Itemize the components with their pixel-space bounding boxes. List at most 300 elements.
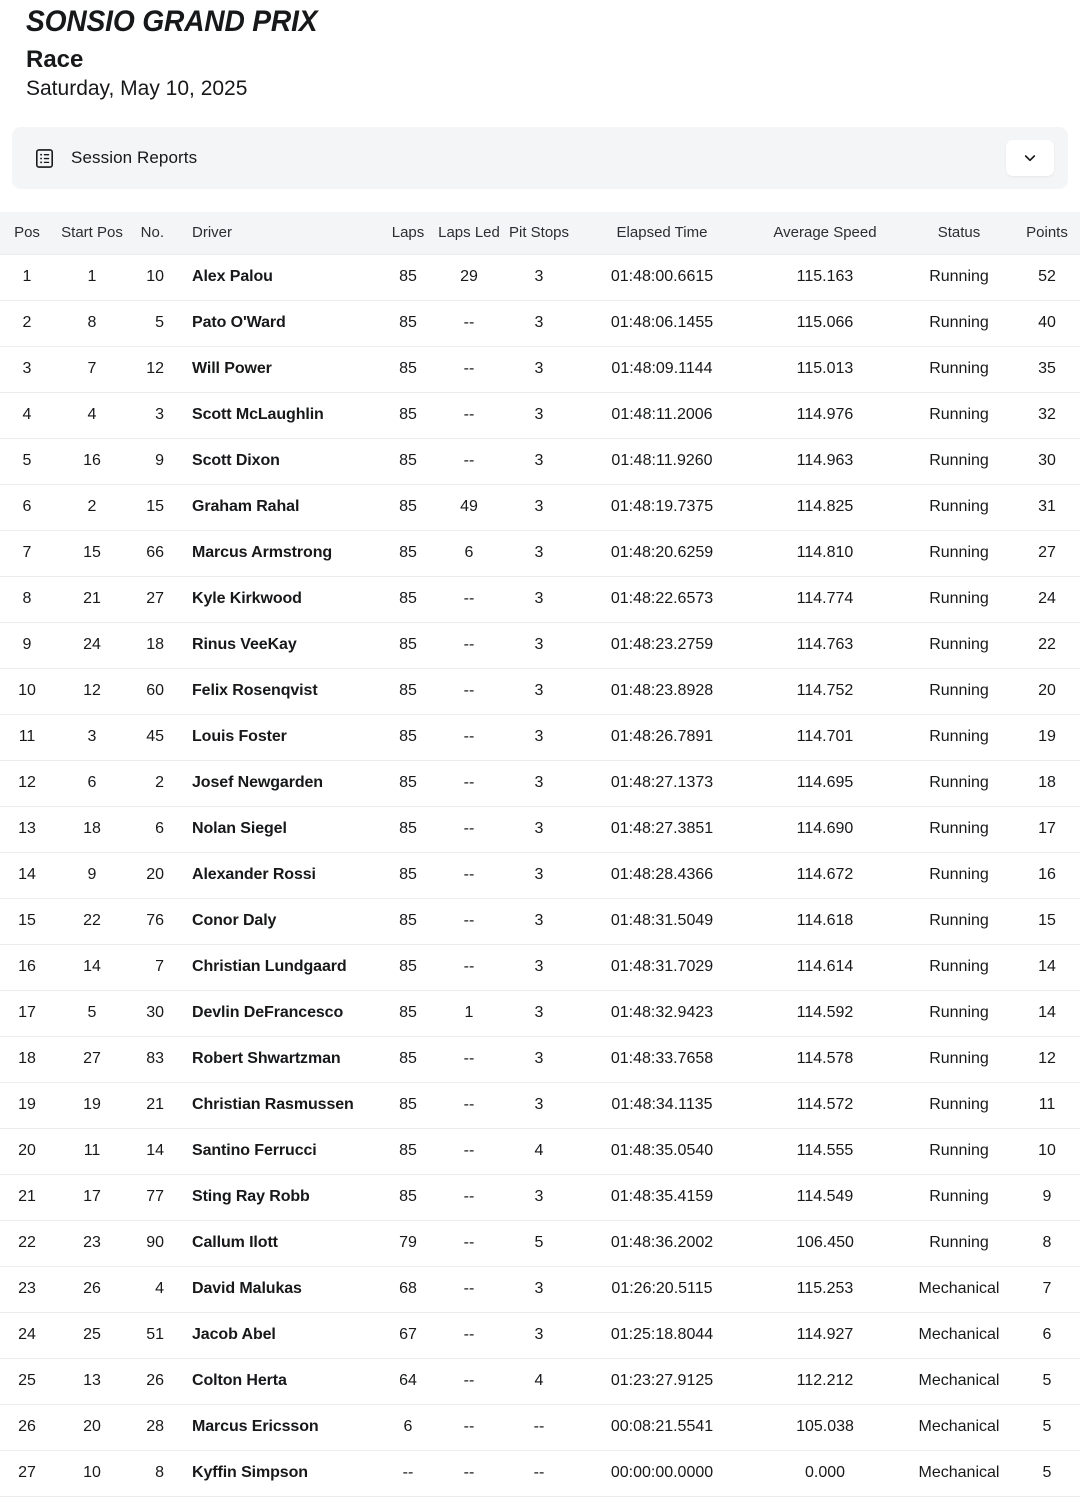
cell-car-number: 28 xyxy=(146,1418,164,1436)
cell-status: Running xyxy=(929,360,989,378)
cell-laps-led: -- xyxy=(463,1188,475,1206)
cell-average-speed: 114.578 xyxy=(796,1050,854,1068)
chevron-down-icon xyxy=(1022,150,1038,166)
cell-pos: 15 xyxy=(18,912,36,930)
cell-laps: 67 xyxy=(399,1326,417,1344)
table-row[interactable] xyxy=(0,300,1080,346)
session-date: Saturday, May 10, 2025 xyxy=(26,76,248,100)
cell-pit-stops: 3 xyxy=(534,452,544,470)
cell-driver: Nolan Siegel xyxy=(192,820,287,838)
cell-laps-led: -- xyxy=(463,728,475,746)
cell-elapsed-time: 01:48:23.8928 xyxy=(610,682,714,700)
cell-car-number: 83 xyxy=(146,1050,164,1068)
cell-driver: Jacob Abel xyxy=(192,1326,276,1344)
cell-points: 11 xyxy=(1038,1096,1056,1114)
cell-start-pos: 14 xyxy=(83,958,101,976)
cell-elapsed-time: 01:48:28.4366 xyxy=(610,866,714,884)
cell-pit-stops: 3 xyxy=(534,314,544,332)
cell-laps-led: -- xyxy=(463,452,475,470)
cell-laps: 85 xyxy=(399,820,417,838)
cell-points: 5 xyxy=(1042,1418,1052,1436)
cell-car-number: 5 xyxy=(155,314,164,332)
column-header-points[interactable]: Points xyxy=(1026,224,1068,242)
cell-elapsed-time: 01:48:09.1144 xyxy=(611,360,713,378)
cell-status: Mechanical xyxy=(918,1372,1000,1390)
cell-average-speed: 114.549 xyxy=(796,1188,854,1206)
cell-laps-led: -- xyxy=(463,1050,475,1068)
cell-start-pos: 23 xyxy=(83,1234,101,1252)
cell-start-pos: 15 xyxy=(83,544,101,562)
cell-points: 15 xyxy=(1038,912,1056,930)
cell-car-number: 6 xyxy=(155,820,164,838)
cell-elapsed-time: 01:48:31.5049 xyxy=(610,912,714,930)
cell-average-speed: 105.038 xyxy=(796,1418,854,1436)
cell-laps: 85 xyxy=(399,1188,417,1206)
cell-laps: -- xyxy=(402,1464,414,1482)
cell-elapsed-time: 01:48:00.6615 xyxy=(610,268,714,286)
cell-points: 22 xyxy=(1038,636,1056,654)
cell-status: Running xyxy=(929,1188,989,1206)
cell-pit-stops: 3 xyxy=(534,820,544,838)
table-row[interactable] xyxy=(0,1128,1080,1174)
cell-laps-led: 1 xyxy=(464,1004,474,1022)
cell-driver: Christian Rasmussen xyxy=(192,1096,354,1114)
cell-elapsed-time: 01:48:20.6259 xyxy=(610,544,714,562)
table-row[interactable] xyxy=(0,1082,1080,1128)
cell-status: Running xyxy=(929,1234,989,1252)
cell-average-speed: 114.963 xyxy=(796,452,854,470)
cell-pit-stops: 3 xyxy=(534,406,544,424)
cell-pit-stops: 3 xyxy=(534,590,544,608)
cell-pit-stops: 3 xyxy=(534,1096,544,1114)
cell-laps-led: -- xyxy=(463,314,475,332)
cell-driver: Scott McLaughlin xyxy=(192,406,324,424)
cell-average-speed: 115.253 xyxy=(796,1280,854,1298)
cell-points: 18 xyxy=(1038,774,1056,792)
table-row[interactable] xyxy=(0,760,1080,806)
cell-elapsed-time: 01:48:22.6573 xyxy=(610,590,714,608)
cell-pit-stops: 3 xyxy=(534,360,544,378)
cell-status: Running xyxy=(929,498,989,516)
cell-car-number: 21 xyxy=(146,1096,164,1114)
table-row[interactable] xyxy=(0,668,1080,714)
table-row[interactable] xyxy=(0,254,1080,300)
cell-average-speed: 0.000 xyxy=(804,1464,846,1482)
cell-pos: 14 xyxy=(18,866,36,884)
cell-laps-led: -- xyxy=(463,1326,475,1344)
header-row xyxy=(0,212,1080,254)
cell-average-speed: 114.701 xyxy=(796,728,854,746)
cell-driver: Colton Herta xyxy=(192,1372,287,1390)
table-row[interactable] xyxy=(0,622,1080,668)
cell-driver: Will Power xyxy=(192,360,272,378)
column-header-elapsed-time[interactable]: Elapsed Time xyxy=(616,224,708,242)
cell-laps-led: -- xyxy=(463,774,475,792)
cell-car-number: 51 xyxy=(146,1326,164,1344)
cell-points: 31 xyxy=(1038,498,1056,516)
table-row[interactable] xyxy=(0,346,1080,392)
cell-laps: 85 xyxy=(399,360,417,378)
cell-average-speed: 114.927 xyxy=(796,1326,854,1344)
table-row[interactable] xyxy=(0,1450,1080,1496)
cell-laps: 6 xyxy=(403,1418,413,1436)
cell-status: Running xyxy=(929,912,989,930)
cell-laps: 85 xyxy=(399,544,417,562)
cell-start-pos: 18 xyxy=(83,820,101,838)
cell-pit-stops: 3 xyxy=(534,636,544,654)
cell-driver: Scott Dixon xyxy=(192,452,280,470)
cell-elapsed-time: 01:48:31.7029 xyxy=(610,958,714,976)
cell-status: Running xyxy=(929,774,989,792)
column-header-start-pos[interactable]: Start Pos xyxy=(61,224,123,242)
cell-start-pos: 9 xyxy=(87,866,97,884)
cell-points: 27 xyxy=(1038,544,1056,562)
cell-pit-stops: 3 xyxy=(534,728,544,746)
column-header-car-number[interactable]: No. xyxy=(140,224,164,242)
cell-pit-stops: 3 xyxy=(534,544,544,562)
cell-laps-led: -- xyxy=(463,590,475,608)
cell-laps: 85 xyxy=(399,958,417,976)
cell-laps: 64 xyxy=(399,1372,417,1390)
cell-laps-led: -- xyxy=(463,636,475,654)
cell-start-pos: 24 xyxy=(83,636,101,654)
cell-start-pos: 17 xyxy=(83,1188,101,1206)
cell-car-number: 27 xyxy=(146,590,164,608)
cell-points: 20 xyxy=(1038,682,1056,700)
cell-laps: 85 xyxy=(399,1050,417,1068)
cell-points: 24 xyxy=(1038,590,1056,608)
cell-laps-led: 49 xyxy=(460,498,478,516)
cell-laps-led: -- xyxy=(463,406,475,424)
cell-start-pos: 4 xyxy=(87,406,97,424)
cell-status: Running xyxy=(929,866,989,884)
cell-status: Running xyxy=(929,1050,989,1068)
column-header-laps-led[interactable]: Laps Led xyxy=(438,224,500,242)
cell-elapsed-time: 01:48:27.3851 xyxy=(610,820,714,838)
table-row[interactable] xyxy=(0,1174,1080,1220)
cell-average-speed: 114.810 xyxy=(796,544,854,562)
cell-laps: 85 xyxy=(399,774,417,792)
cell-car-number: 45 xyxy=(146,728,164,746)
cell-elapsed-time: 01:48:06.1455 xyxy=(610,314,714,332)
column-header-pos[interactable]: Pos xyxy=(14,224,40,242)
cell-pos: 3 xyxy=(22,360,32,378)
table-row[interactable] xyxy=(0,990,1080,1036)
cell-start-pos: 22 xyxy=(83,912,101,930)
column-header-status[interactable]: Status xyxy=(937,224,981,242)
cell-laps-led: -- xyxy=(463,912,475,930)
cell-average-speed: 112.212 xyxy=(796,1372,854,1390)
table-row[interactable] xyxy=(0,484,1080,530)
cell-elapsed-time: 00:00:00.0000 xyxy=(610,1464,714,1482)
cell-laps-led: -- xyxy=(463,1372,475,1390)
cell-average-speed: 115.066 xyxy=(796,314,854,332)
cell-pos: 23 xyxy=(18,1280,36,1298)
cell-elapsed-time: 01:48:11.9260 xyxy=(611,452,713,470)
cell-laps: 85 xyxy=(399,912,417,930)
cell-start-pos: 2 xyxy=(87,498,97,516)
cell-laps: 85 xyxy=(399,636,417,654)
table-row[interactable] xyxy=(0,576,1080,622)
cell-car-number: 3 xyxy=(155,406,164,424)
cell-pit-stops: -- xyxy=(533,1418,545,1436)
cell-car-number: 76 xyxy=(146,912,164,930)
cell-average-speed: 106.450 xyxy=(796,1234,854,1252)
cell-pos: 25 xyxy=(18,1372,36,1390)
cell-points: 40 xyxy=(1038,314,1056,332)
cell-elapsed-time: 01:48:19.7375 xyxy=(610,498,714,516)
cell-points: 17 xyxy=(1038,820,1056,838)
cell-pos: 1 xyxy=(22,268,32,286)
cell-start-pos: 13 xyxy=(83,1372,101,1390)
cell-laps: 85 xyxy=(399,452,417,470)
cell-points: 10 xyxy=(1038,1142,1056,1160)
cell-pos: 21 xyxy=(18,1188,36,1206)
results-table-header xyxy=(0,212,1080,254)
cell-start-pos: 27 xyxy=(83,1050,101,1068)
cell-start-pos: 25 xyxy=(83,1326,101,1344)
cell-points: 7 xyxy=(1042,1280,1052,1298)
cell-pos: 19 xyxy=(18,1096,36,1114)
cell-laps-led: -- xyxy=(463,1142,475,1160)
session-reports-expand-button[interactable] xyxy=(1006,140,1054,176)
cell-car-number: 10 xyxy=(146,268,164,286)
cell-elapsed-time: 01:23:27.9125 xyxy=(610,1372,714,1390)
cell-driver: Sting Ray Robb xyxy=(192,1188,310,1206)
cell-laps: 79 xyxy=(399,1234,417,1252)
cell-start-pos: 16 xyxy=(83,452,101,470)
cell-status: Mechanical xyxy=(918,1418,1000,1436)
cell-laps-led: -- xyxy=(463,1464,475,1482)
cell-status: Running xyxy=(929,682,989,700)
cell-average-speed: 114.695 xyxy=(796,774,854,792)
cell-pos: 18 xyxy=(18,1050,36,1068)
cell-start-pos: 26 xyxy=(83,1280,101,1298)
cell-driver: Pato O'Ward xyxy=(192,314,286,332)
cell-start-pos: 19 xyxy=(83,1096,101,1114)
cell-elapsed-time: 01:48:32.9423 xyxy=(610,1004,714,1022)
cell-driver: Rinus VeeKay xyxy=(192,636,297,654)
cell-car-number: 15 xyxy=(146,498,164,516)
cell-pos: 4 xyxy=(22,406,32,424)
cell-pit-stops: 3 xyxy=(534,1280,544,1298)
cell-elapsed-time: 01:48:26.7891 xyxy=(610,728,714,746)
cell-car-number: 18 xyxy=(146,636,164,654)
cell-elapsed-time: 01:48:33.7658 xyxy=(610,1050,714,1068)
table-row[interactable] xyxy=(0,1358,1080,1404)
cell-pos: 5 xyxy=(22,452,32,470)
cell-elapsed-time: 01:48:35.4159 xyxy=(610,1188,714,1206)
cell-elapsed-time: 01:26:20.5115 xyxy=(611,1280,713,1298)
table-row[interactable] xyxy=(0,944,1080,990)
cell-pos: 13 xyxy=(18,820,36,838)
table-row[interactable] xyxy=(0,1312,1080,1358)
cell-driver: David Malukas xyxy=(192,1280,302,1298)
cell-car-number: 60 xyxy=(146,682,164,700)
cell-status: Mechanical xyxy=(918,1326,1000,1344)
cell-pos: 17 xyxy=(18,1004,36,1022)
cell-status: Mechanical xyxy=(918,1280,1000,1298)
cell-start-pos: 8 xyxy=(87,314,97,332)
cell-pit-stops: 4 xyxy=(534,1142,544,1160)
cell-driver: Louis Foster xyxy=(192,728,287,746)
cell-car-number: 90 xyxy=(146,1234,164,1252)
cell-pos: 9 xyxy=(22,636,32,654)
table-row[interactable] xyxy=(0,714,1080,760)
cell-driver: Santino Ferrucci xyxy=(192,1142,317,1160)
cell-car-number: 66 xyxy=(146,544,164,562)
cell-start-pos: 6 xyxy=(87,774,97,792)
cell-pit-stops: 5 xyxy=(534,1234,544,1252)
cell-start-pos: 7 xyxy=(87,360,97,378)
cell-laps: 85 xyxy=(399,728,417,746)
cell-points: 30 xyxy=(1038,452,1056,470)
cell-pos: 12 xyxy=(18,774,36,792)
cell-status: Running xyxy=(929,820,989,838)
cell-laps: 85 xyxy=(399,590,417,608)
cell-driver: Marcus Armstrong xyxy=(192,544,333,562)
cell-status: Running xyxy=(929,728,989,746)
table-row[interactable] xyxy=(0,392,1080,438)
cell-elapsed-time: 00:08:21.5541 xyxy=(610,1418,714,1436)
cell-status: Running xyxy=(929,1142,989,1160)
cell-pos: 11 xyxy=(18,728,36,746)
cell-average-speed: 115.013 xyxy=(796,360,854,378)
cell-start-pos: 20 xyxy=(83,1418,101,1436)
page-header xyxy=(0,0,1080,101)
cell-status: Running xyxy=(929,1004,989,1022)
cell-pit-stops: 4 xyxy=(534,1372,544,1390)
cell-laps-led: -- xyxy=(463,682,475,700)
cell-laps: 85 xyxy=(399,268,417,286)
cell-driver: Devlin DeFrancesco xyxy=(192,1004,344,1022)
cell-points: 14 xyxy=(1038,958,1056,976)
column-header-average-speed[interactable]: Average Speed xyxy=(773,224,877,242)
cell-pos: 27 xyxy=(18,1464,36,1482)
cell-average-speed: 114.555 xyxy=(796,1142,854,1160)
cell-car-number: 30 xyxy=(146,1004,164,1022)
table-row[interactable] xyxy=(0,852,1080,898)
cell-pos: 6 xyxy=(22,498,32,516)
cell-pit-stops: 3 xyxy=(534,268,544,286)
cell-average-speed: 114.614 xyxy=(796,958,854,976)
cell-average-speed: 114.752 xyxy=(796,682,854,700)
cell-status: Running xyxy=(929,590,989,608)
cell-points: 19 xyxy=(1038,728,1056,746)
cell-driver: Christian Lundgaard xyxy=(192,958,347,976)
table-row[interactable] xyxy=(0,1220,1080,1266)
cell-average-speed: 114.825 xyxy=(796,498,854,516)
cell-average-speed: 114.672 xyxy=(796,866,854,884)
cell-laps: 85 xyxy=(399,314,417,332)
cell-laps-led: -- xyxy=(463,1096,475,1114)
event-title: SONSIO GRAND PRIX xyxy=(26,5,318,38)
cell-status: Running xyxy=(929,1096,989,1114)
cell-driver: Kyffin Simpson xyxy=(192,1464,308,1482)
cell-average-speed: 115.163 xyxy=(796,268,854,286)
cell-laps: 85 xyxy=(399,498,417,516)
cell-driver: Kyle Kirkwood xyxy=(192,590,302,608)
cell-status: Running xyxy=(929,406,989,424)
cell-elapsed-time: 01:48:11.2006 xyxy=(611,406,713,424)
session-name: Race xyxy=(26,46,84,74)
cell-car-number: 12 xyxy=(146,360,164,378)
cell-laps-led: -- xyxy=(463,360,475,378)
cell-points: 52 xyxy=(1038,268,1056,286)
cell-points: 32 xyxy=(1038,406,1056,424)
cell-pos: 7 xyxy=(22,544,32,562)
column-header-pit-stops[interactable]: Pit Stops xyxy=(508,224,570,242)
cell-points: 12 xyxy=(1038,1050,1056,1068)
cell-pit-stops: 3 xyxy=(534,1188,544,1206)
table-row[interactable] xyxy=(0,1266,1080,1312)
cell-elapsed-time: 01:48:34.1135 xyxy=(611,1096,713,1114)
cell-driver: Josef Newgarden xyxy=(192,774,323,792)
results-table xyxy=(0,212,1080,1497)
cell-average-speed: 114.690 xyxy=(796,820,854,838)
results-table-container xyxy=(0,212,1080,1497)
cell-laps-led: -- xyxy=(463,1234,475,1252)
cell-pos: 8 xyxy=(22,590,32,608)
cell-car-number: 26 xyxy=(146,1372,164,1390)
cell-pit-stops: -- xyxy=(533,1464,545,1482)
column-header-driver[interactable]: Driver xyxy=(192,224,232,242)
cell-points: 14 xyxy=(1038,1004,1056,1022)
cell-status: Running xyxy=(929,314,989,332)
cell-pos: 24 xyxy=(18,1326,36,1344)
table-row[interactable] xyxy=(0,438,1080,484)
cell-laps-led: 29 xyxy=(460,268,478,286)
cell-car-number: 20 xyxy=(146,866,164,884)
cell-points: 5 xyxy=(1042,1464,1052,1482)
table-row[interactable] xyxy=(0,1036,1080,1082)
cell-car-number: 4 xyxy=(155,1280,164,1298)
cell-start-pos: 10 xyxy=(83,1464,101,1482)
cell-laps: 85 xyxy=(399,406,417,424)
cell-elapsed-time: 01:48:35.0540 xyxy=(610,1142,714,1160)
cell-pos: 20 xyxy=(18,1142,36,1160)
cell-car-number: 8 xyxy=(155,1464,164,1482)
cell-pit-stops: 3 xyxy=(534,682,544,700)
cell-driver: Conor Daly xyxy=(192,912,277,930)
cell-laps-led: -- xyxy=(463,1418,475,1436)
cell-average-speed: 114.763 xyxy=(796,636,854,654)
cell-start-pos: 1 xyxy=(87,268,97,286)
cell-pit-stops: 3 xyxy=(534,498,544,516)
cell-start-pos: 12 xyxy=(83,682,101,700)
cell-elapsed-time: 01:48:27.1373 xyxy=(610,774,714,792)
session-reports-bar[interactable] xyxy=(12,127,1068,189)
cell-status: Running xyxy=(929,268,989,286)
table-row[interactable] xyxy=(0,898,1080,944)
cell-laps: 85 xyxy=(399,1004,417,1022)
column-header-laps[interactable]: Laps xyxy=(391,224,425,242)
cell-points: 35 xyxy=(1038,360,1056,378)
cell-average-speed: 114.618 xyxy=(796,912,854,930)
cell-pit-stops: 3 xyxy=(534,912,544,930)
cell-driver: Alexander Rossi xyxy=(192,866,316,884)
cell-elapsed-time: 01:48:23.2759 xyxy=(610,636,714,654)
table-row[interactable] xyxy=(0,530,1080,576)
cell-driver: Alex Palou xyxy=(192,268,273,286)
cell-status: Running xyxy=(929,636,989,654)
table-row[interactable] xyxy=(0,1404,1080,1450)
cell-points: 6 xyxy=(1042,1326,1052,1344)
cell-pit-stops: 3 xyxy=(534,958,544,976)
cell-pos: 26 xyxy=(18,1418,36,1436)
table-row[interactable] xyxy=(0,806,1080,852)
cell-pos: 2 xyxy=(22,314,32,332)
